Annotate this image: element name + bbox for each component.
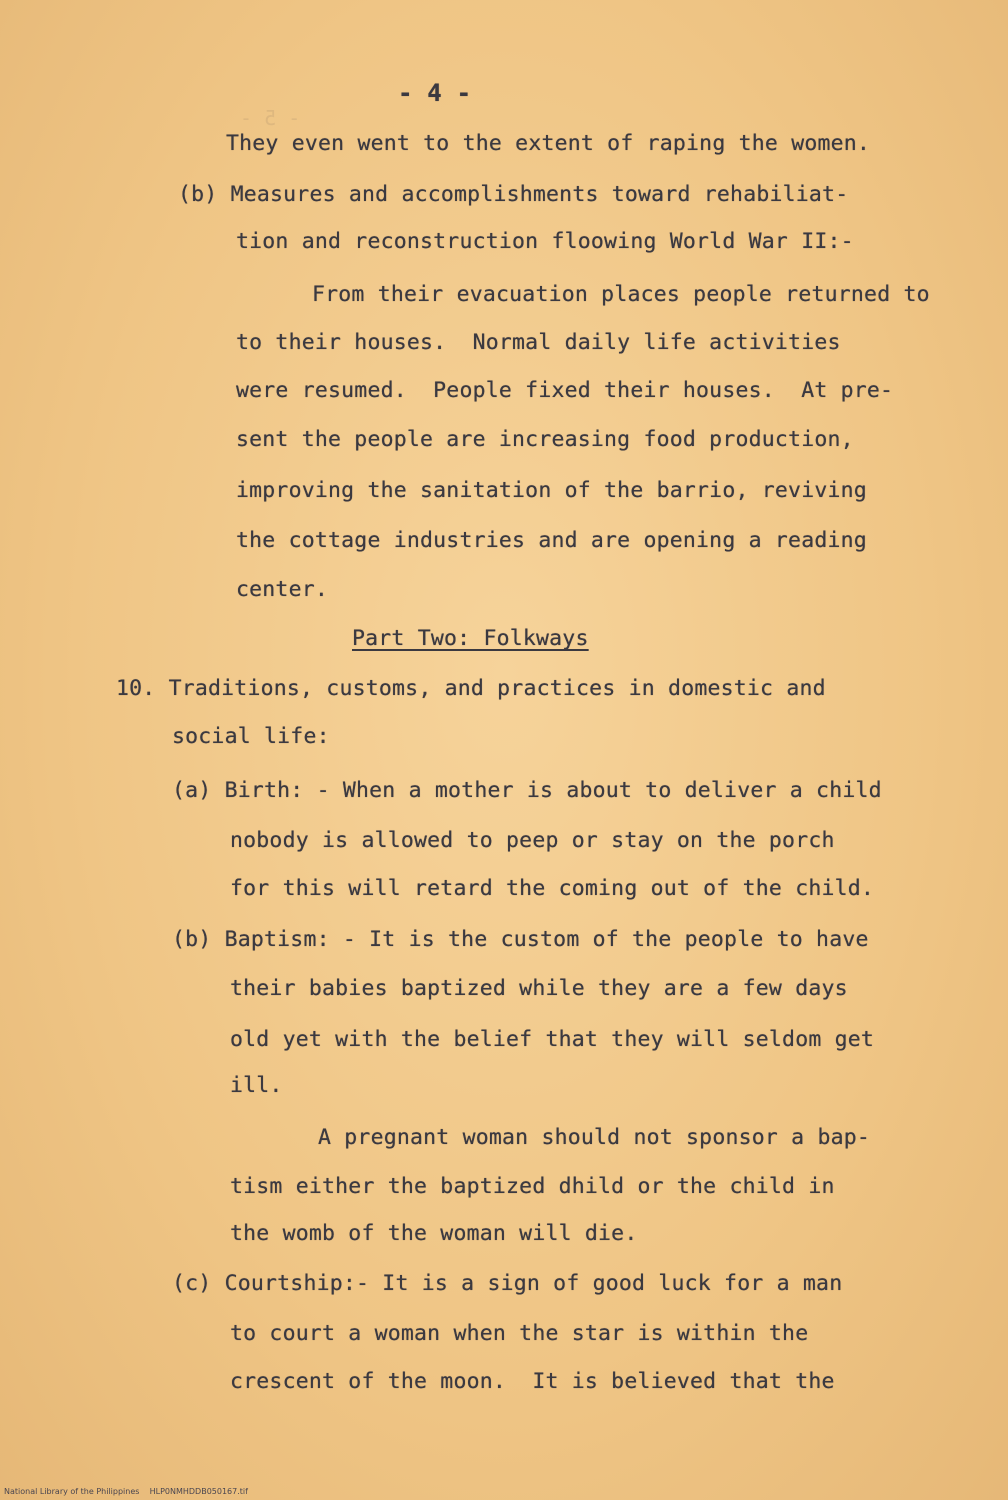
text-line: nobody is allowed to peep or stay on the porch xyxy=(230,828,835,853)
text-line: social life: xyxy=(172,724,330,749)
text-line: old yet with the belief that they will seldom get xyxy=(230,1027,875,1052)
text-line: (c) Courtship:- It is a sign of good luck for a man xyxy=(172,1271,843,1296)
text-line: to their houses. Normal daily life activities xyxy=(236,330,841,355)
text-line: (a) Birth: - When a mother is about to deliver a child xyxy=(172,778,882,803)
text-line: crescent of the moon. It is believed that the xyxy=(230,1369,835,1394)
text-line: tion and reconstruction floowing World War II:- xyxy=(236,229,854,254)
text-line: sent the people are increasing food production, xyxy=(236,427,854,452)
section-heading: Part Two: Folkways xyxy=(352,626,589,651)
text-line: center. xyxy=(236,577,329,602)
text-line: (b) Baptism: - It is the custom of the people to have xyxy=(172,927,869,952)
text-line: A pregnant woman should not sponsor a bap- xyxy=(318,1125,871,1150)
text-line: their babies baptized while they are a few days xyxy=(230,976,848,1001)
text-line: were resumed. People fixed their houses. At pre- xyxy=(236,378,894,403)
text-line: ill. xyxy=(230,1073,283,1098)
text-line: From their evacuation places people returned to xyxy=(312,282,930,307)
text-line: tism either the baptized dhild or the child in xyxy=(230,1174,835,1199)
text-line: the cottage industries and are opening a reading xyxy=(236,528,867,553)
text-line: (b) Measures and accomplishments toward rehabiliat- xyxy=(178,182,849,207)
scan-footer: National Library of the Philippines HLP0NMHDDB050167.tif xyxy=(4,1487,248,1496)
text-line: for this will retard the coming out of the child. xyxy=(230,876,875,901)
text-line: 10. Traditions, customs, and practices in domestic and xyxy=(116,676,826,701)
text-line: the womb of the woman will die. xyxy=(230,1221,638,1246)
page-number: - 4 - xyxy=(398,79,472,107)
bleed-through-text: - 5 - xyxy=(240,106,301,130)
text-line: to court a woman when the star is within the xyxy=(230,1321,809,1346)
text-line: improving the sanitation of the barrio, reviving xyxy=(236,478,867,503)
text-line: They even went to the extent of raping the women. xyxy=(226,131,871,156)
